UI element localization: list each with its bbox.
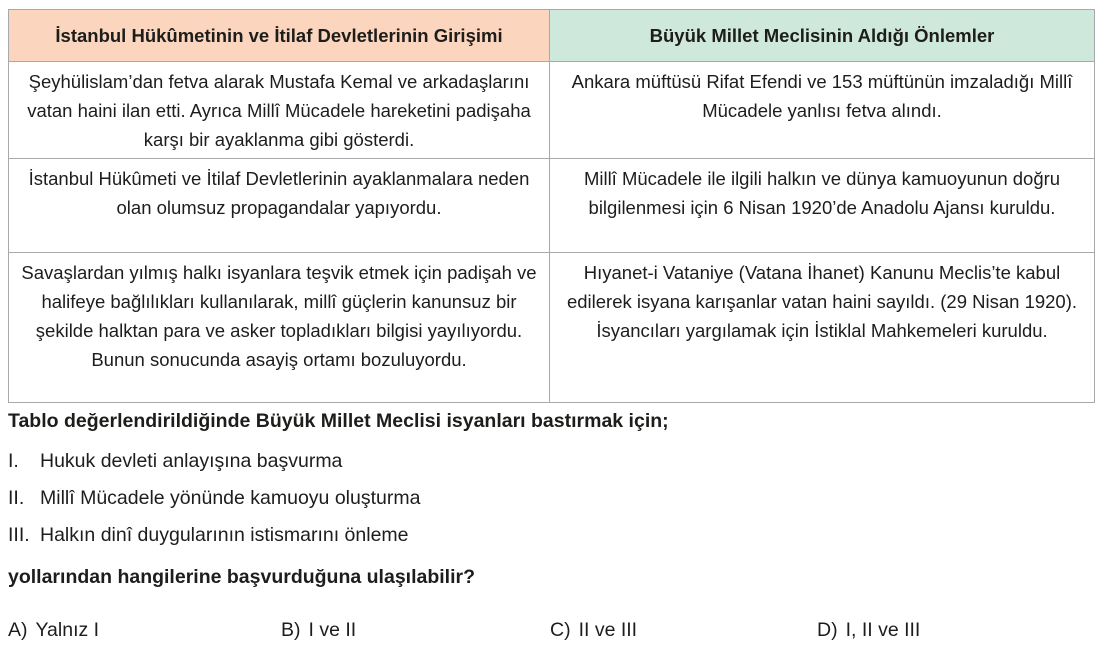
answer-option-b[interactable]	[281, 616, 356, 644]
answer-option-a[interactable]	[8, 616, 99, 644]
answer-text: Yalnız I	[35, 619, 100, 641]
statement-number: I.	[8, 450, 19, 472]
statement-item	[8, 521, 420, 558]
question-stem: Tablo değerlendirildiğinde Büyük Millet Meclisi isyanları bastırmak için;	[8, 410, 669, 432]
answer-letter: C)	[550, 619, 571, 641]
answer-text: I ve II	[308, 619, 357, 641]
cell-istanbul-action: Savaşlardan yılmış halkı isyanlara teşvik etmek için padişah ve halifeye bağlılıkları kullanılarak, millî güçlerin kanunsuz bir şekilde halktan para ve asker topladıkları bilgisi yayılıyordu. Bunun sonucunda asayiş ortamı bozuluyordu.	[9, 253, 550, 403]
answer-option-d[interactable]	[817, 616, 920, 644]
statement-text: Millî Mücadele yönünde kamuoyu oluşturma	[40, 487, 421, 509]
table-row	[9, 62, 1095, 159]
statement-text: Halkın dinî duygularının istismarını önleme	[40, 524, 409, 546]
header-istanbul-government: İstanbul Hükûmetinin ve İtilaf Devletlerinin Girişimi	[9, 10, 550, 62]
answer-choices	[0, 616, 1097, 646]
answer-text: I, II ve III	[845, 619, 921, 641]
statement-item	[8, 447, 420, 484]
cell-istanbul-action: İstanbul Hükûmeti ve İtilaf Devletlerinin ayaklanmalara neden olan olumsuz propagandalar yapıyordu.	[9, 159, 550, 253]
statement-number: III.	[8, 524, 30, 546]
cell-assembly-measure: Ankara müftüsü Rifat Efendi ve 153 müftünün imzaladığı Millî Mücadele yanlısı fetva alındı.	[550, 62, 1095, 159]
cell-assembly-measure: Hıyanet-i Vataniye (Vatana İhanet) Kanunu Meclis’te kabul edilerek isyana karışanlar vatan haini sayıldı. (29 Nisan 1920). İsyancıları yargılamak için İstiklal Mahkemeleri kuruldu.	[550, 253, 1095, 403]
statement-list	[8, 447, 420, 558]
answer-letter: A)	[8, 619, 28, 641]
statement-item	[8, 484, 420, 521]
table-row	[9, 253, 1095, 403]
comparison-table	[8, 9, 1095, 403]
question-closing: yollarından hangilerine başvurduğuna ulaşılabilir?	[8, 566, 476, 588]
table-header-row	[9, 10, 1095, 62]
answer-option-c[interactable]	[550, 616, 637, 644]
cell-assembly-measure: Millî Mücadele ile ilgili halkın ve dünya kamuoyunun doğru bilgilenmesi için 6 Nisan 1920’de Anadolu Ajansı kuruldu.	[550, 159, 1095, 253]
answer-text: II ve III	[578, 619, 638, 641]
statement-number: II.	[8, 487, 25, 509]
cell-istanbul-action: Şeyhülislam’dan fetva alarak Mustafa Kemal ve arkadaşlarını vatan haini ilan etti. Ayrıca Millî Mücadele hareketini padişaha karşı bir ayaklanma gibi gösterdi.	[9, 62, 550, 159]
header-grand-national-assembly: Büyük Millet Meclisinin Aldığı Önlemler	[550, 10, 1095, 62]
statement-text: Hukuk devleti anlayışına başvurma	[40, 450, 343, 472]
table-row	[9, 159, 1095, 253]
answer-letter: B)	[281, 619, 301, 641]
answer-letter: D)	[817, 619, 838, 641]
